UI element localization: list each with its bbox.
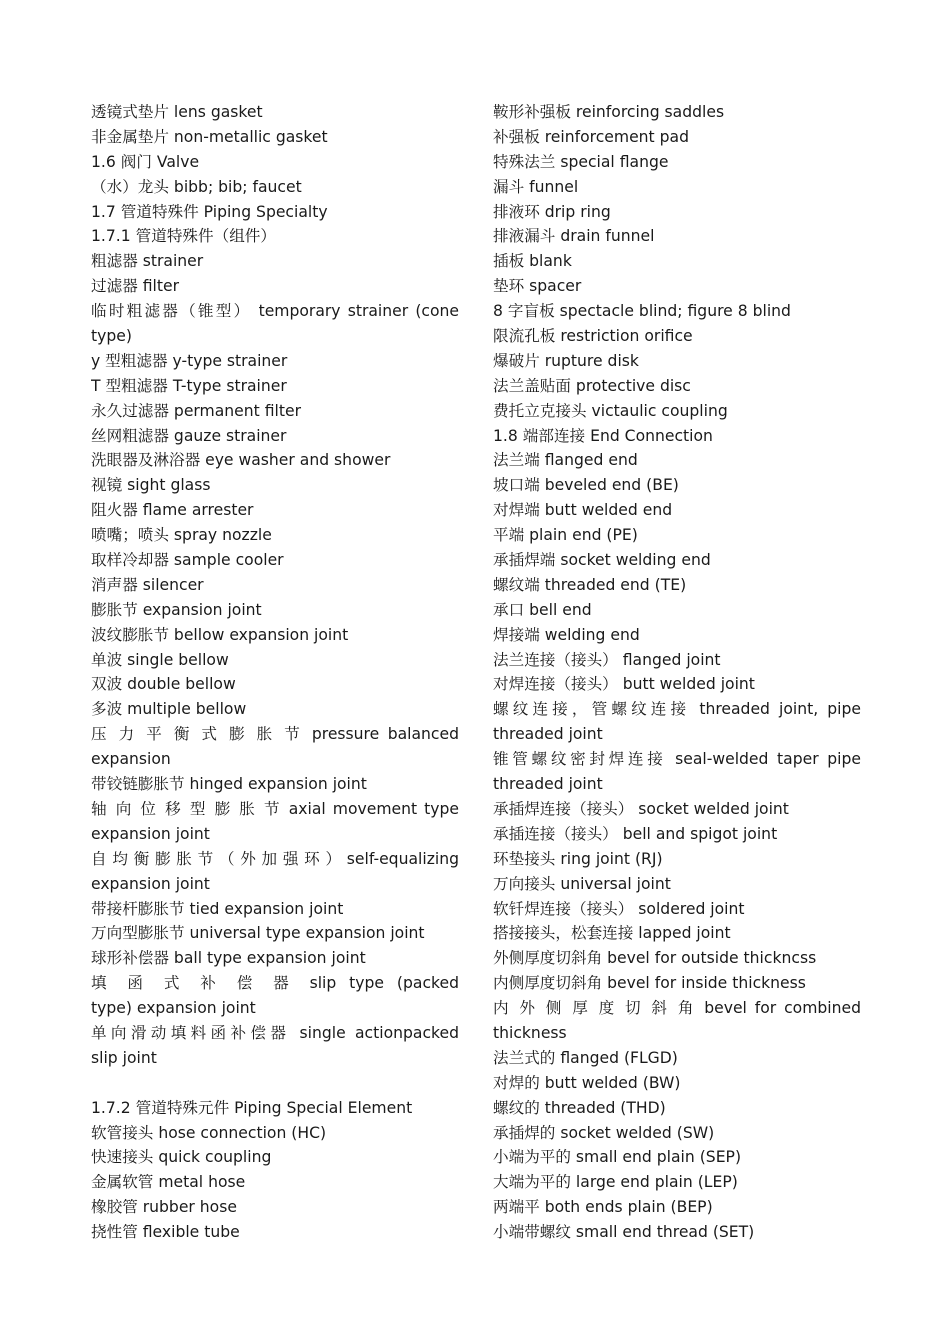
glossary-line-text: 螺纹端 threaded end (TE) <box>493 575 687 594</box>
glossary-line-text: 粗滤器 strainer <box>91 252 204 271</box>
glossary-line-text: 插板 blank <box>493 252 572 271</box>
glossary-line <box>493 224 861 249</box>
glossary-line-text: 挠性管 flexible tube <box>91 1223 240 1242</box>
glossary-line <box>91 1096 459 1121</box>
glossary-line <box>493 573 861 598</box>
glossary-line <box>91 1046 459 1071</box>
glossary-line-text: expansion joint <box>91 874 210 893</box>
glossary-line-text: 内 外 侧 厚 度 切 斜 角 bevel for combined <box>493 999 861 1018</box>
glossary-line <box>493 1220 861 1245</box>
glossary-line <box>493 448 861 473</box>
glossary-line <box>493 1021 861 1046</box>
glossary-line-text: 排液漏斗 drain funnel <box>493 227 655 246</box>
glossary-line <box>91 697 459 722</box>
glossary-line <box>91 473 459 498</box>
glossary-line-text: T 型粗滤器 T-type strainer <box>91 376 287 395</box>
glossary-line-text: 承口 bell end <box>493 600 592 619</box>
glossary-line-text: 非金属垫片 non-metallic gasket <box>91 127 328 146</box>
glossary-line <box>493 971 861 996</box>
glossary-line <box>493 648 861 673</box>
glossary-line-text: 限流孔板 restriction orifice <box>493 327 693 346</box>
glossary-line <box>91 772 459 797</box>
glossary-line <box>91 598 459 623</box>
glossary-line <box>91 274 459 299</box>
glossary-line <box>91 921 459 946</box>
glossary-line-text: threaded joint <box>493 725 603 744</box>
glossary-line-text: 螺纹的 threaded (THD) <box>493 1098 666 1117</box>
glossary-line-text: 漏斗 funnel <box>493 177 579 196</box>
glossary-line <box>493 1096 861 1121</box>
glossary-line <box>91 1195 459 1220</box>
glossary-line <box>91 200 459 225</box>
glossary-line <box>493 697 861 722</box>
glossary-line <box>91 324 459 349</box>
glossary-line <box>493 946 861 971</box>
glossary-line <box>493 200 861 225</box>
glossary-line-text: 平端 plain end (PE) <box>493 526 638 545</box>
glossary-line <box>493 1145 861 1170</box>
glossary-line-text: 金属软管 metal hose <box>91 1173 246 1192</box>
glossary-line-text: 轴 向 位 移 型 膨 胀 节 axial movement type <box>91 799 459 818</box>
glossary-line <box>493 872 861 897</box>
glossary-line <box>493 523 861 548</box>
glossary-line <box>493 374 861 399</box>
glossary-line <box>493 249 861 274</box>
glossary-line <box>91 299 459 324</box>
glossary-line <box>91 872 459 897</box>
glossary-line <box>91 722 459 747</box>
right-column <box>493 100 861 1245</box>
glossary-line <box>91 498 459 523</box>
glossary-line-text: 永久过滤器 permanent filter <box>91 401 302 420</box>
glossary-line-text: 过滤器 filter <box>91 277 180 296</box>
glossary-line-text: 爆破片 rupture disk <box>493 351 639 370</box>
glossary-line <box>91 1145 459 1170</box>
glossary-line <box>493 100 861 125</box>
glossary-line <box>91 175 459 200</box>
glossary-line-text: 排液环 drip ring <box>493 202 611 221</box>
glossary-line <box>91 249 459 274</box>
glossary-line <box>91 1021 459 1046</box>
glossary-line <box>493 349 861 374</box>
glossary-line-text: 对焊连接（接头） butt welded joint <box>493 675 755 694</box>
glossary-line <box>91 847 459 872</box>
glossary-line-text: 1.8 端部连接 End Connection <box>493 426 713 445</box>
left-column <box>91 100 459 1245</box>
glossary-line <box>493 150 861 175</box>
glossary-line <box>493 722 861 747</box>
glossary-line-text: type) <box>91 327 132 346</box>
glossary-line-text: 阻火器 flame arrester <box>91 501 254 520</box>
glossary-line <box>493 797 861 822</box>
glossary-line-text: 1.7.2 管道特殊元件 Piping Special Element <box>91 1098 413 1117</box>
glossary-line-text: 橡胶管 rubber hose <box>91 1198 237 1217</box>
glossary-line <box>91 349 459 374</box>
glossary-line <box>91 822 459 847</box>
glossary-line-text: 透镜式垫片 lens gasket <box>91 103 263 121</box>
glossary-line-text: 对焊端 butt welded end <box>493 501 673 520</box>
glossary-line-text: 费托立克接头 victaulic coupling <box>493 401 728 420</box>
glossary-line-text: 1.6 阀门 Valve <box>91 152 200 171</box>
glossary-line <box>493 847 861 872</box>
glossary-line-text: 环垫接头 ring joint (RJ) <box>493 849 663 868</box>
glossary-line-text: 承插焊连接（接头） socket welded joint <box>493 799 789 818</box>
glossary-line-text: 球形补偿器 ball type expansion joint <box>91 949 366 968</box>
glossary-line-text: 承插连接（接头） bell and spigot joint <box>493 824 778 843</box>
glossary-line-text: 1.7 管道特殊件 Piping Specialty <box>91 202 328 221</box>
glossary-line <box>493 1121 861 1146</box>
glossary-line-text: 消声器 silencer <box>91 575 204 594</box>
glossary-line-text: 填 函 式 补 偿 器 slip type (packed <box>91 974 459 993</box>
glossary-line-text: thickness <box>493 1023 567 1042</box>
glossary-line <box>91 797 459 822</box>
glossary-line <box>91 672 459 697</box>
glossary-line-text: 8 字盲板 spectacle blind; figure 8 blind <box>493 302 791 321</box>
glossary-line-text: 丝网粗滤器 gauze strainer <box>91 426 287 445</box>
glossary-line-text: 单向滑动填料函补偿器 single actionpacked <box>91 1023 459 1042</box>
glossary-line <box>493 399 861 424</box>
glossary-line-text: 自 均 衡 膨 胀 节 （ 外 加 强 环 ） self-equalizing <box>91 849 459 868</box>
glossary-line <box>493 299 861 324</box>
glossary-line <box>493 598 861 623</box>
glossary-line-text: 大端为平的 large end plain (LEP) <box>493 1173 738 1192</box>
glossary-line-text: 特殊法兰 special flange <box>493 152 669 171</box>
glossary-line-text: 小端为平的 small end plain (SEP) <box>493 1148 742 1167</box>
glossary-line <box>91 150 459 175</box>
glossary-line-text: （水）龙头 bibb; bib; faucet <box>91 177 302 196</box>
glossary-line-text: 法兰连接（接头） flanged joint <box>493 650 721 669</box>
glossary-line-text: 单波 single bellow <box>91 650 229 669</box>
glossary-line-text: 外侧厚度切斜角 bevel for outside thickncss <box>493 949 817 968</box>
glossary-line-text: 多波 multiple bellow <box>91 700 247 719</box>
glossary-line <box>91 100 459 125</box>
glossary-line-text: 取样冷却器 sample cooler <box>91 551 284 570</box>
glossary-line-text: 承插焊的 socket welded (SW) <box>493 1123 715 1142</box>
glossary-line <box>493 1046 861 1071</box>
glossary-line <box>493 747 861 772</box>
glossary-line-text: y 型粗滤器 y-type strainer <box>91 351 288 370</box>
glossary-line-text: 锥管螺纹密封焊连接 seal-welded taper pipe <box>493 750 861 769</box>
glossary-line-text: 压 力 平 衡 式 膨 胀 节 pressure balanced <box>91 725 459 744</box>
glossary-line-text: type) expansion joint <box>91 999 256 1018</box>
glossary-line-text: 对焊的 butt welded (BW) <box>493 1073 681 1092</box>
glossary-line <box>91 747 459 772</box>
glossary-line-text: threaded joint <box>493 775 603 794</box>
glossary-line <box>493 822 861 847</box>
glossary-line-text: 承插焊端 socket welding end <box>493 551 711 570</box>
glossary-line <box>91 125 459 150</box>
glossary-line-text: expansion <box>91 750 171 769</box>
glossary-line <box>91 897 459 922</box>
glossary-line <box>493 424 861 449</box>
glossary-line <box>493 897 861 922</box>
glossary-line <box>493 623 861 648</box>
glossary-line <box>91 399 459 424</box>
glossary-line <box>493 921 861 946</box>
glossary-line <box>91 224 459 249</box>
glossary-line <box>91 548 459 573</box>
glossary-line-text: 内侧厚度切斜角 bevel for inside thickness <box>493 974 806 993</box>
glossary-line <box>493 1071 861 1096</box>
glossary-line <box>493 548 861 573</box>
glossary-line-text: 螺纹连接，管螺纹连接 threaded joint, pipe <box>493 700 861 719</box>
glossary-line <box>493 996 861 1021</box>
glossary-line-text: 法兰式的 flanged (FLGD) <box>493 1048 678 1067</box>
glossary-line-text: 软钎焊连接（接头） soldered joint <box>493 899 745 918</box>
glossary-line-text: 双波 double bellow <box>91 675 236 694</box>
glossary-line-text: 1.7.1 管道特殊件（组件） <box>91 227 276 246</box>
glossary-line <box>493 1170 861 1195</box>
glossary-line-text: 搭接接头，松套连接 lapped joint <box>493 924 731 943</box>
glossary-line <box>91 1170 459 1195</box>
glossary-line <box>91 448 459 473</box>
glossary-line-text: 法兰端 flanged end <box>493 451 638 470</box>
glossary-line-text: 洗眼器及淋浴器 eye washer and shower <box>91 451 391 470</box>
glossary-line-text: 法兰盖贴面 protective disc <box>493 376 691 395</box>
glossary-line-text: 膨胀节 expansion joint <box>91 600 262 619</box>
glossary-line <box>91 1121 459 1146</box>
glossary-line <box>493 125 861 150</box>
glossary-line <box>91 1220 459 1245</box>
glossary-line-text: 补强板 reinforcement pad <box>493 127 689 146</box>
glossary-line <box>493 175 861 200</box>
glossary-line-text: 小端带螺纹 small end thread (SET) <box>493 1223 755 1242</box>
glossary-line-text: 垫环 spacer <box>493 277 582 296</box>
glossary-line-text: 两端平 both ends plain (BEP) <box>493 1198 713 1217</box>
glossary-line-text: 坡口端 beveled end (BE) <box>493 476 679 495</box>
glossary-line <box>91 648 459 673</box>
glossary-line <box>91 374 459 399</box>
glossary-line-text: 软管接头 hose connection (HC) <box>91 1123 327 1142</box>
glossary-line-text: 临时粗滤器（锥型） temporary strainer (cone <box>91 302 459 321</box>
glossary-line <box>91 573 459 598</box>
glossary-line <box>493 672 861 697</box>
glossary-line <box>493 772 861 797</box>
glossary-line-text: 视镜 sight glass <box>91 476 211 495</box>
glossary-line <box>493 498 861 523</box>
glossary-line <box>493 1195 861 1220</box>
glossary-line-text: 万向接头 universal joint <box>493 874 671 893</box>
glossary-line-text: 快速接头 quick coupling <box>91 1148 272 1167</box>
glossary-line <box>91 971 459 996</box>
glossary-line-text: 万向型膨胀节 universal type expansion joint <box>91 924 425 943</box>
blank-line <box>91 1071 459 1096</box>
glossary-line <box>91 424 459 449</box>
glossary-line <box>91 946 459 971</box>
glossary-line-text: 带铰链膨胀节 hinged expansion joint <box>91 775 367 794</box>
glossary-line <box>493 324 861 349</box>
glossary-line <box>91 623 459 648</box>
glossary-line <box>91 996 459 1021</box>
glossary-line-text: 带接杆膨胀节 tied expansion joint <box>91 899 344 918</box>
glossary-line-text: expansion joint <box>91 824 210 843</box>
glossary-line-text: 焊接端 welding end <box>493 625 640 644</box>
glossary-line-text: slip joint <box>91 1048 157 1067</box>
glossary-line <box>493 473 861 498</box>
glossary-line-text: 喷嘴；喷头 spray nozzle <box>91 526 272 545</box>
glossary-line <box>493 274 861 299</box>
glossary-line-text: 鞍形补强板 reinforcing saddles <box>493 103 725 121</box>
glossary-line-text: 波纹膨胀节 bellow expansion joint <box>91 625 349 644</box>
glossary-line <box>91 523 459 548</box>
